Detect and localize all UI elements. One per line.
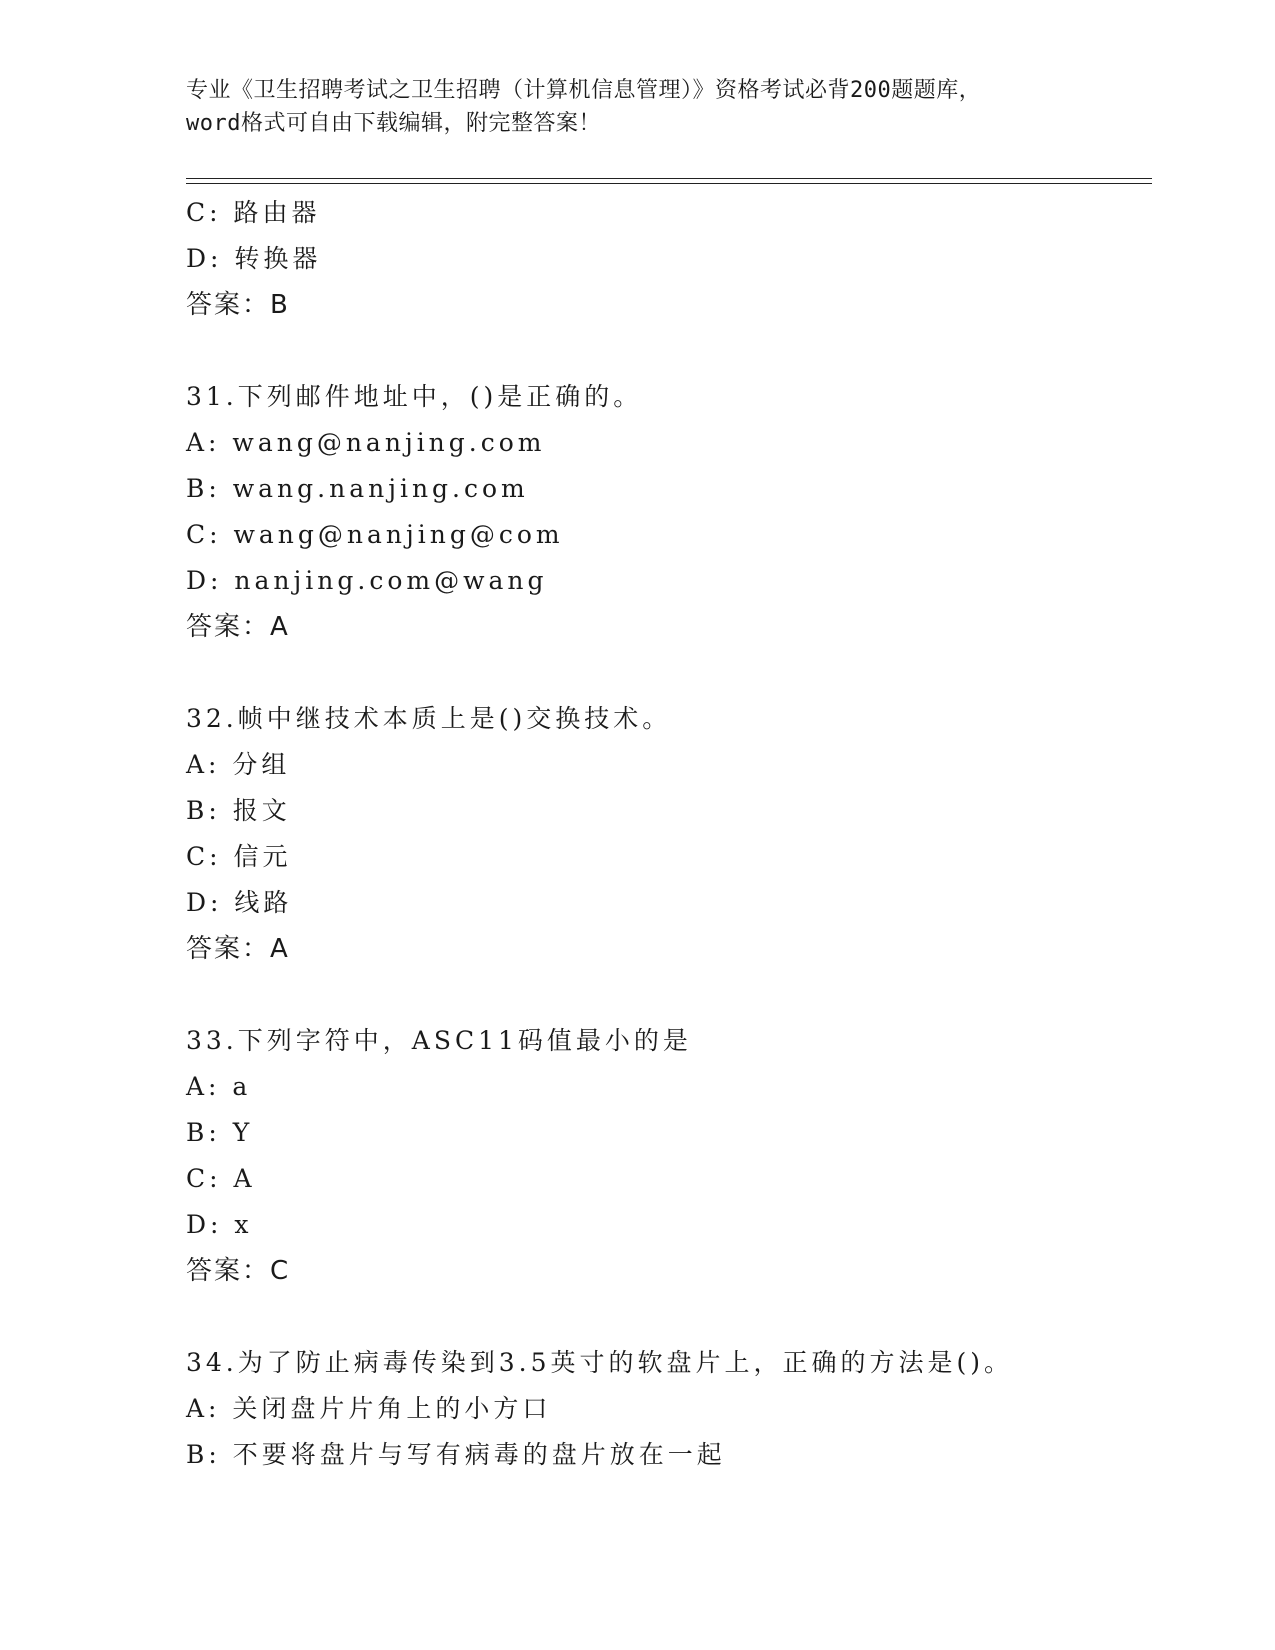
question-list	[186, 190, 1146, 1478]
answer-label: 答案：C	[186, 1256, 291, 1286]
spacer	[186, 972, 1146, 1018]
option-c: C: A	[186, 1164, 256, 1193]
answer-label: 答案：A	[186, 612, 290, 642]
option-a: A: 关闭盘片片角上的小方口	[186, 1394, 552, 1423]
option-a: A: wang@nanjing.com	[186, 428, 546, 457]
option-b: B: Y	[186, 1118, 254, 1147]
header-divider-top	[186, 178, 1152, 179]
option-b: B: 不要将盘片与写有病毒的盘片放在一起	[186, 1440, 726, 1469]
option-d: D: 转换器	[186, 244, 322, 273]
question-stem: 32.帧中继技术本质上是()交换技术。	[186, 704, 672, 733]
option-d: D: nanjing.com@wang	[186, 566, 548, 595]
header-line-1: 专业《卫生招聘考试之卫生招聘（计算机信息管理）》资格考试必背200题题库，	[186, 78, 982, 103]
option-a: A: a	[186, 1072, 252, 1101]
option-a: A: 分组	[186, 750, 291, 779]
question-stem: 31.下列邮件地址中，()是正确的。	[186, 382, 643, 411]
answer-label: 答案：B	[186, 290, 290, 320]
option-d: D: x	[186, 1210, 253, 1239]
option-b: B: 报文	[186, 796, 291, 825]
spacer	[186, 328, 1146, 374]
question-stem: 34.为了防止病毒传染到3.5英寸的软盘片上，正确的方法是()。	[186, 1348, 1014, 1377]
document-header	[186, 74, 1086, 140]
option-c: C: 信元	[186, 842, 292, 871]
header-divider-bottom	[186, 183, 1152, 184]
option-c: C: wang@nanjing@com	[186, 520, 564, 549]
question-stem: 33.下列字符中，ASC11码值最小的是	[186, 1026, 692, 1055]
option-c: C: 路由器	[186, 198, 321, 227]
option-d: D: 线路	[186, 888, 293, 917]
spacer	[186, 650, 1146, 696]
answer-label: 答案：A	[186, 934, 290, 964]
spacer	[186, 1294, 1146, 1340]
header-line-2: word格式可自由下载编辑，附完整答案！	[186, 111, 601, 136]
option-b: B: wang.nanjing.com	[186, 474, 529, 503]
